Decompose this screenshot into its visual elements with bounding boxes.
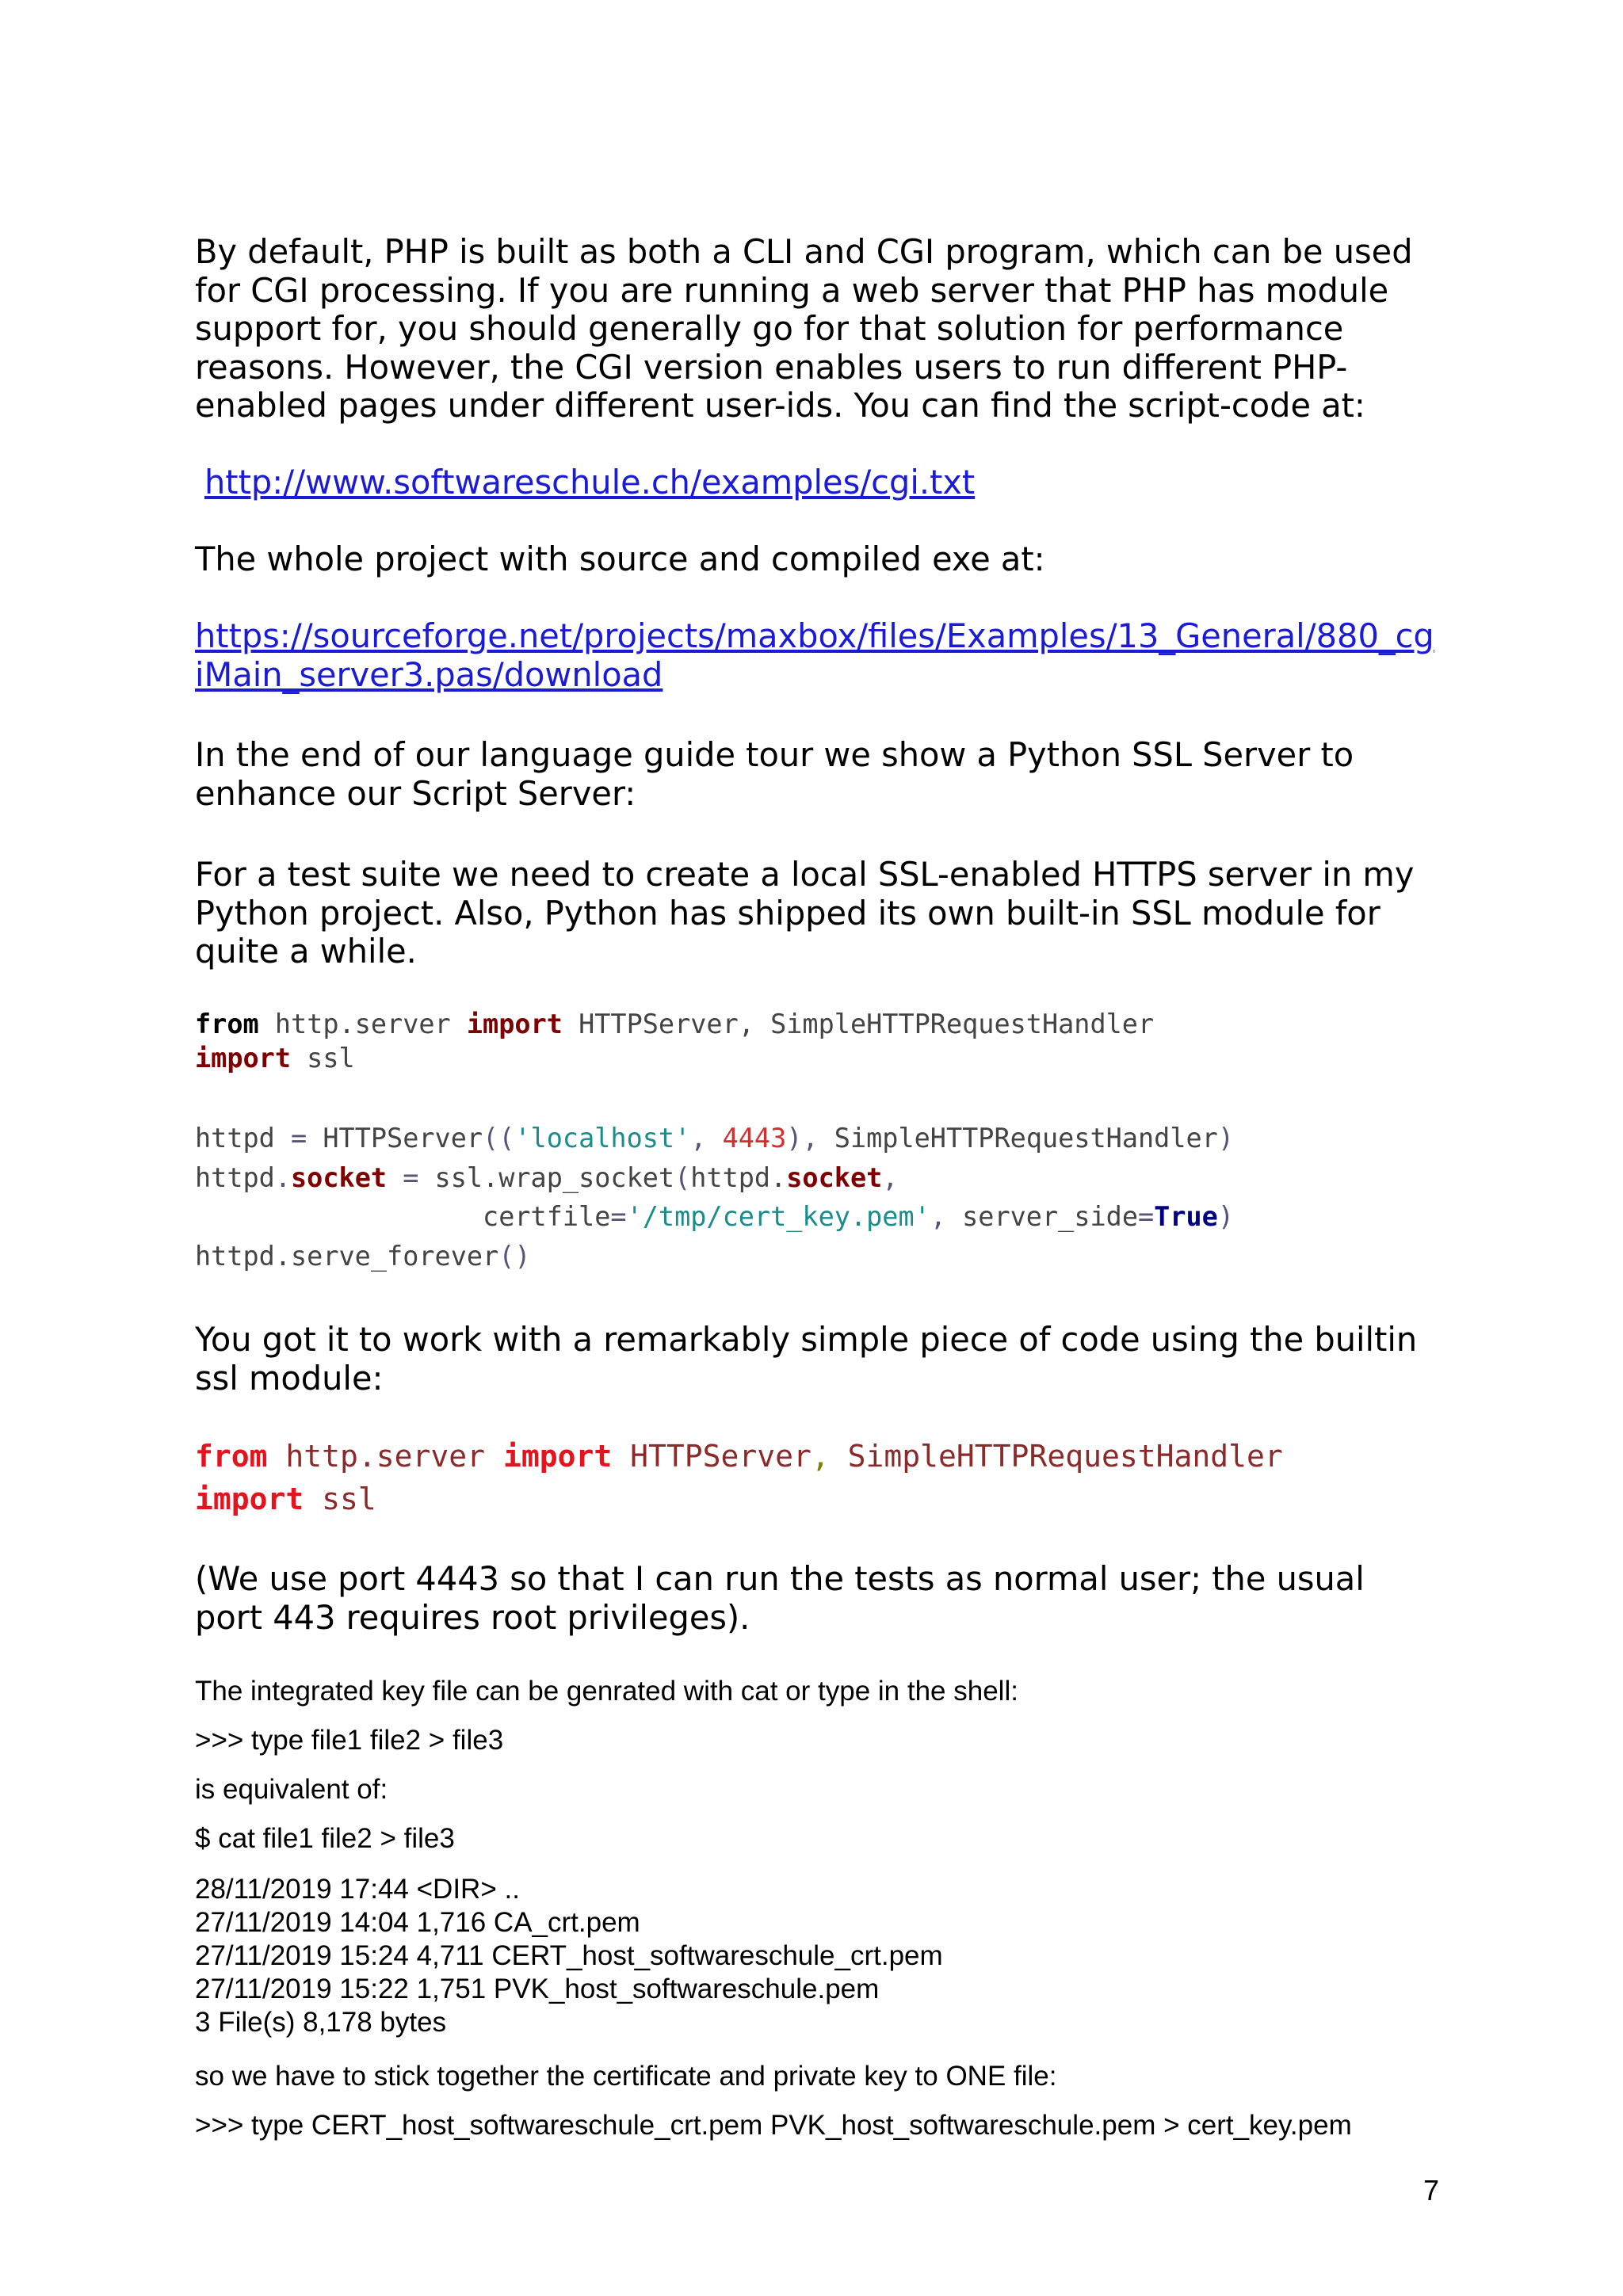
keyword-import: import bbox=[466, 1009, 563, 1039]
code-keyword-socket: socket bbox=[291, 1161, 388, 1193]
equivalent-text: is equivalent of: bbox=[195, 1774, 388, 1805]
code-line bbox=[195, 1478, 1283, 1520]
code-line bbox=[195, 1158, 1234, 1198]
directory-listing bbox=[195, 1873, 943, 2039]
tour-paragraph bbox=[195, 736, 1463, 813]
python-code-block-2 bbox=[195, 1119, 1234, 1276]
keyword-from: from bbox=[195, 1009, 259, 1039]
code-number: 4443 bbox=[722, 1123, 787, 1154]
type-command: >>> type file1 file2 > file3 bbox=[195, 1725, 504, 1756]
code-line bbox=[195, 1119, 1234, 1158]
python-code-snippet bbox=[195, 1435, 1283, 1520]
listing-line: 3 File(s) 8,178 bytes bbox=[195, 2007, 447, 2038]
listing-line: 27/11/2019 15:22 1,751 PVK_host_softwareschule.pem bbox=[195, 1974, 880, 2004]
code-line bbox=[195, 1197, 1234, 1237]
port-line: (We use port 4443 so that I can run the tests as normal user; the usual bbox=[195, 1559, 1365, 1598]
listing-line: 27/11/2019 15:24 4,711 CERT_host_softwareschule_crt.pem bbox=[195, 1940, 943, 1971]
code-op: = bbox=[291, 1123, 307, 1154]
code-token: server_side bbox=[945, 1201, 1138, 1232]
keyword-import: import bbox=[195, 1043, 292, 1074]
listing-line: 27/11/2019 14:04 1,716 CA_crt.pem bbox=[195, 1907, 640, 1938]
cgi-script-link[interactable]: http://www.softwareschule.ch/examples/cgi.txt bbox=[204, 463, 976, 502]
got-it-line: You got it to work with a remarkably simple piece of code using the builtin bbox=[195, 1320, 1418, 1359]
suite-line: Python project. Also, Python has shipped its own built-in SSL module for bbox=[195, 893, 1381, 933]
code-string: '/tmp/cert_key.pem' bbox=[626, 1201, 930, 1232]
code-constant-true: True bbox=[1154, 1201, 1218, 1232]
code-token: httpd.serve_forever bbox=[195, 1240, 499, 1272]
code-line bbox=[195, 1237, 1234, 1276]
code-indent bbox=[195, 1201, 483, 1232]
intro-line: for CGI processing. If you are running a web server that PHP has module bbox=[195, 270, 1389, 310]
code-token: ssl bbox=[291, 1043, 355, 1074]
code-token: httpd bbox=[195, 1161, 275, 1193]
code-op: ) bbox=[1217, 1201, 1235, 1232]
code-token: SimpleHTTPRequestHandler bbox=[829, 1439, 1283, 1474]
code-op: ) bbox=[1217, 1123, 1235, 1154]
tour-line: In the end of our language guide tour we show a Python SSL Server to bbox=[195, 735, 1354, 774]
listing-line: 28/11/2019 17:44 <DIR> .. bbox=[195, 1874, 520, 1905]
code-token: http.server bbox=[258, 1009, 467, 1039]
intro-line: By default, PHP is built as both a CLI and CGI program, which can be used bbox=[195, 232, 1413, 271]
code-token: HTTPServer bbox=[307, 1123, 483, 1154]
cat-command: $ cat file1 file2 > file3 bbox=[195, 1823, 455, 1854]
intro-line: reasons. However, the CGI version enables users to run different PHP- bbox=[195, 347, 1348, 387]
python-code-block bbox=[195, 1007, 1154, 1075]
code-op: = bbox=[610, 1201, 627, 1232]
project-paragraph bbox=[195, 540, 1463, 579]
sourceforge-link-line1[interactable]: https://sourceforge.net/projects/maxbox/files/Examples/13_General/880_cg bbox=[195, 616, 1434, 655]
integrated-text: The integrated key file can be genrated with cat or type in the shell: bbox=[195, 1676, 1018, 1707]
code-token: httpd bbox=[195, 1123, 292, 1154]
keyword-from: from bbox=[195, 1439, 268, 1474]
final-type-command: >>> type CERT_host_softwareschule_crt.pem PVK_host_softwareschule.pem > cert_key.pem bbox=[195, 2110, 1352, 2141]
port-line: port 443 requires root privileges). bbox=[195, 1597, 750, 1637]
suite-paragraph bbox=[195, 856, 1463, 971]
code-line bbox=[195, 1435, 1283, 1478]
suite-line: quite a while. bbox=[195, 932, 417, 971]
stick-text: so we have to stick together the certificate and private key to ONE file: bbox=[195, 2061, 1057, 2092]
intro-paragraph bbox=[195, 233, 1463, 425]
intro-line: support for, you should generally go for that solution for performance bbox=[195, 309, 1344, 348]
code-op: , bbox=[811, 1439, 830, 1474]
suite-line: For a test suite we need to create a local SSL-enabled HTTPS server in my bbox=[195, 855, 1415, 894]
code-op: ( bbox=[674, 1161, 691, 1193]
got-it-paragraph bbox=[195, 1321, 1463, 1398]
code-line bbox=[195, 1041, 1154, 1075]
code-token: httpd. bbox=[690, 1161, 787, 1193]
code-token: HTTPServer, SimpleHTTPRequestHandler bbox=[562, 1009, 1155, 1039]
code-op: = bbox=[1138, 1201, 1155, 1232]
tour-line: enhance our Script Server: bbox=[195, 773, 636, 813]
code-token: SimpleHTTPRequestHandler bbox=[818, 1123, 1218, 1154]
code-keyword-socket: socket bbox=[786, 1161, 883, 1193]
project-text: The whole project with source and compiled exe at: bbox=[195, 540, 1045, 578]
code-op: (( bbox=[483, 1123, 515, 1154]
keyword-import: import bbox=[502, 1439, 613, 1474]
page-number: 7 bbox=[1423, 2174, 1439, 2206]
intro-line: enabled pages under different user-ids. You can find the script-code at: bbox=[195, 386, 1365, 425]
code-token: certfile bbox=[483, 1201, 611, 1232]
code-token: ssl bbox=[304, 1482, 376, 1516]
code-string: 'localhost' bbox=[514, 1123, 691, 1154]
keyword-import: import bbox=[195, 1482, 304, 1516]
code-op: , bbox=[930, 1201, 946, 1232]
code-op: () bbox=[498, 1240, 531, 1272]
code-token: HTTPServer bbox=[612, 1439, 812, 1474]
code-op: , bbox=[690, 1123, 723, 1154]
code-token: http.server bbox=[267, 1439, 503, 1474]
code-token: ssl.wrap_socket bbox=[434, 1161, 675, 1193]
code-op: = bbox=[387, 1161, 435, 1193]
code-op: ), bbox=[786, 1123, 819, 1154]
code-op: . bbox=[274, 1161, 292, 1193]
cgi-link-paragraph bbox=[204, 463, 1472, 502]
sourceforge-link-line2[interactable]: iMain_server3.pas/download bbox=[195, 654, 663, 694]
port-paragraph bbox=[195, 1560, 1463, 1637]
sourceforge-link-paragraph bbox=[195, 617, 1463, 694]
got-it-line: ssl module: bbox=[195, 1358, 384, 1398]
code-op: , bbox=[882, 1161, 899, 1193]
code-line bbox=[195, 1007, 1154, 1041]
